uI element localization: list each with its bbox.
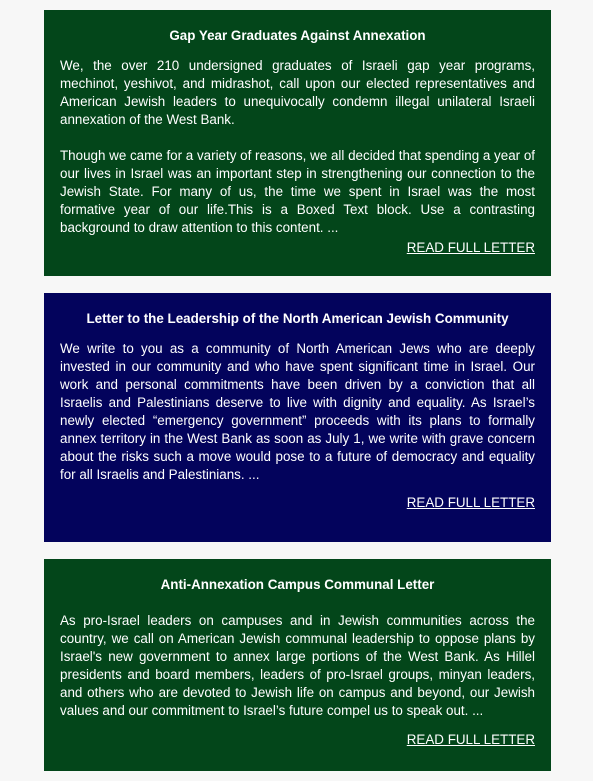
letter-paragraph: We, the over 210 undersigned graduates of Israeli gap year programs, mechinot, yeshivot, and midrashot, call upon our elected representatives and American Jewish leaders to unequivocally condemn illegal unilateral Israeli annexation of the West Bank.	[60, 58, 535, 127]
letter-title: Gap Year Graduates Against Annexation	[169, 28, 426, 43]
letter-paragraph: Though we came for a variety of reasons, we all decided that spending a year of our lives in Israel was an important step in strengthening our connection to the Jewish State. For many of us, the time we spent in Israel was the most formative year of our life.This is a Boxed Text block. Use a contrasting background to draw attention to this content. ...	[60, 148, 535, 235]
letter-paragraph: We write to you as a community of North American Jews who are deeply invested in our community and who have spent significant time in Israel. Our work and personal commitments have been driven by a conviction that all Israelis and Palestinians deserve to live with dignity and equality. As Israel’s newly elected “emergency government” proceeds with its plans to formally annex territory in the West Bank as soon as July 1, we write with grave concern about the risks such a move would pose to a future of democracy and equality for all Israelis and Palestinians. ...	[60, 341, 535, 482]
letter-card-gap-year	[44, 10, 551, 276]
letter-paragraph: As pro-Israel leaders on campuses and in Jewish communities across the country, we call on American Jewish communal leadership to oppose plans by Israel's new government to annex large portions of the West Bank. As Hillel presidents and board members, leaders of pro-Israel groups, minyan leaders, and others who are devoted to Jewish life on campus and beyond, our Jewish values and our commitment to Israel’s future compel us to speak out. ...	[60, 613, 535, 718]
read-full-letter-link[interactable]: READ FULL LETTER	[406, 495, 535, 510]
letter-card-campus-communal	[44, 559, 551, 771]
letter-title: Letter to the Leadership of the North American Jewish Community	[86, 311, 509, 326]
letter-card-north-american-leadership	[44, 293, 551, 542]
letter-title: Anti-Annexation Campus Communal Letter	[160, 577, 435, 592]
read-full-letter-link[interactable]: READ FULL LETTER	[406, 732, 535, 747]
read-full-letter-link[interactable]: READ FULL LETTER	[406, 240, 535, 255]
